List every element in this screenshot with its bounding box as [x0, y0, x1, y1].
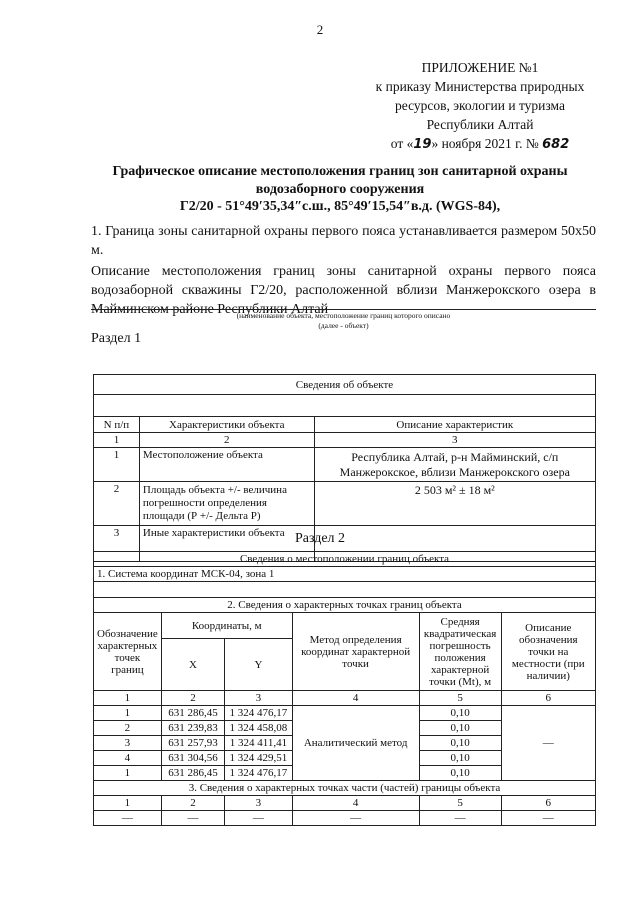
paragraph-zone-size: 1. Граница зоны санитарной охраны первого пояса устанавливается размером 50х50 м.: [91, 224, 596, 258]
index-cell: 3: [225, 796, 292, 811]
page-number: 2: [316, 22, 324, 37]
col-header-method: Метод определения координат характерной точки: [292, 613, 419, 691]
document-title: [80, 163, 600, 199]
empty-dash: —: [419, 811, 501, 826]
table-header: Сведения об объекте: [94, 375, 596, 395]
point-y: 1 324 476,17: [225, 766, 292, 781]
point-y: 1 324 476,17: [225, 706, 292, 721]
parts-header: 3. Сведения о характерных точках части (частей) границы объекта: [94, 781, 596, 796]
appendix-line: к приказу Министерства природных: [375, 79, 585, 94]
index-cell: 1: [94, 691, 162, 706]
point-y: 1 324 411,41: [225, 736, 292, 751]
mark-cell: —: [501, 706, 595, 781]
index-cell: 2: [161, 796, 224, 811]
row-characteristic: Местоположение объекта: [139, 448, 314, 482]
appendix-block: [350, 58, 610, 154]
appendix-line: ресурсов, экологии и туризма: [395, 98, 565, 113]
row-number: 2: [94, 482, 140, 526]
point-number: 3: [94, 736, 162, 751]
point-error: 0,10: [419, 721, 501, 736]
index-cell: 1: [94, 796, 162, 811]
point-x: 631 257,93: [161, 736, 224, 751]
empty-dash: —: [225, 811, 292, 826]
point-error: 0,10: [419, 706, 501, 721]
col-header-y: Y: [225, 639, 292, 691]
date-day-handwritten: 19: [413, 137, 432, 152]
appendix-title: ПРИЛОЖЕНИЕ №1: [421, 60, 539, 75]
appendix-line: Республики Алтай: [426, 117, 534, 132]
point-error: 0,10: [419, 751, 501, 766]
point-number: 1: [94, 766, 162, 781]
points-header: 2. Сведения о характерных точках границ объекта: [94, 598, 596, 613]
well-coordinates: Г2/20 - 51°49′35,34″с.ш., 85°49′15,54″в.д. (WGS-84),: [179, 199, 501, 214]
table-header: Сведения о местоположении границ объекта: [94, 552, 596, 567]
col-header-char: Характеристики объекта: [139, 417, 314, 433]
point-number: 2: [94, 721, 162, 736]
col-header-x: X: [161, 639, 224, 691]
title-line: водозаборного сооружения: [255, 182, 425, 197]
spacer-row: [94, 582, 596, 598]
point-y: 1 324 429,51: [225, 751, 292, 766]
index-cell: 3: [314, 433, 595, 448]
row-characteristic: Площадь объекта +/- величина погрешности определения площади (Р +/- Дельта Р): [139, 482, 314, 526]
point-x: 631 304,56: [161, 751, 224, 766]
table-row: [94, 482, 596, 526]
index-cell: 4: [292, 691, 419, 706]
col-header-coords: Координаты, м: [161, 613, 292, 639]
table-row: [94, 811, 596, 826]
index-cell: 2: [139, 433, 314, 448]
point-error: 0,10: [419, 736, 501, 751]
index-cell: 2: [161, 691, 224, 706]
row-number: 1: [94, 448, 140, 482]
appendix-date: [350, 134, 610, 154]
boundary-table: [93, 551, 596, 826]
object-note-2: (далее - объект): [318, 321, 369, 330]
index-cell: 5: [419, 691, 501, 706]
index-cell: 6: [501, 691, 595, 706]
col-header-mark: Описание обозначения точки на местности (при наличии): [501, 613, 595, 691]
index-cell: 3: [225, 691, 292, 706]
paragraph-description: Описание местоположения границ зоны санитарной охраны первого пояса водозаборной скважины Г2/20, расположенной вблизи Манжерокского озера в Майминском районе Республики Алтай: [91, 264, 596, 317]
row-description: 2 503 м² ± 18 м²: [314, 482, 595, 526]
table-row: [94, 448, 596, 482]
empty-dash: —: [501, 811, 595, 826]
col-header-point: Обозначение характерных точек границ: [94, 613, 162, 691]
col-header-num: N п/п: [94, 417, 140, 433]
index-cell: 5: [419, 796, 501, 811]
row-number: 3: [94, 526, 140, 562]
point-number: 1: [94, 706, 162, 721]
date-middle: » ноября 2021 г. №: [431, 136, 539, 151]
underline-divider: [91, 309, 596, 310]
index-cell: 6: [501, 796, 595, 811]
index-cell: 4: [292, 796, 419, 811]
point-x: 631 286,45: [161, 706, 224, 721]
empty-dash: —: [161, 811, 224, 826]
table-row: [94, 706, 596, 721]
method-cell: Аналитический метод: [292, 706, 419, 781]
point-error: 0,10: [419, 766, 501, 781]
col-header-desc: Описание характеристик: [314, 417, 595, 433]
empty-dash: —: [292, 811, 419, 826]
row-characteristic: Иные характеристики объекта: [139, 526, 314, 562]
title-line: Графическое описание местоположения границ зон санитарной охраны: [112, 164, 568, 179]
point-y: 1 324 458,08: [225, 721, 292, 736]
point-x: 631 286,45: [161, 766, 224, 781]
empty-dash: —: [94, 811, 162, 826]
coordinate-system: 1. Система координат МСК-04, зона 1: [94, 567, 596, 582]
spacer-row: [94, 395, 596, 417]
col-header-error: Средняя квадратическая погрешность положения характерной точки (Mt), м: [419, 613, 501, 691]
row-description: Республика Алтай, р-н Майминский, с/п Манжерокское, вблизи Манжерокского озера: [314, 448, 595, 482]
object-note: (наименование объекта, местоположение границ которого описано: [236, 311, 451, 320]
section2-label: Раздел 2: [294, 531, 346, 546]
date-prefix: от «: [390, 136, 414, 151]
index-cell: 1: [94, 433, 140, 448]
order-number-handwritten: 682: [542, 137, 570, 152]
section1-label: Раздел 1: [91, 331, 142, 346]
point-number: 4: [94, 751, 162, 766]
point-x: 631 239,83: [161, 721, 224, 736]
